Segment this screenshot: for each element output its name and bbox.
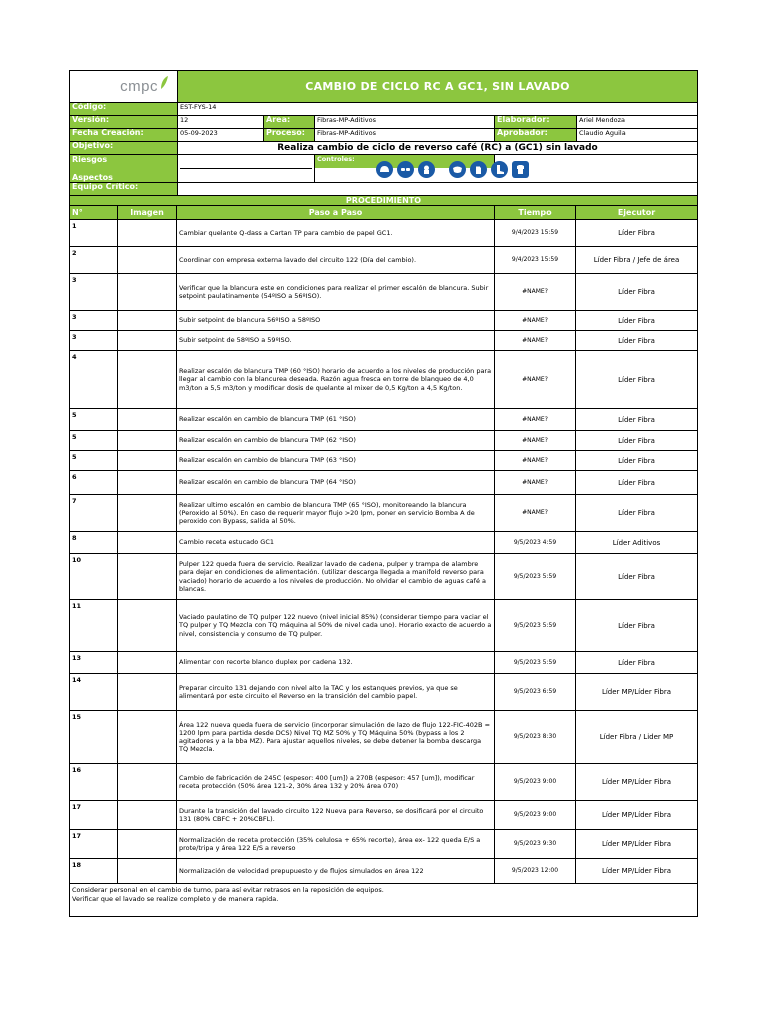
equipo-row xyxy=(70,183,697,196)
step-number: 15 xyxy=(70,711,118,763)
ppe-icons xyxy=(375,161,529,178)
step-executor: Líder MP/Líder Fibra xyxy=(601,811,672,819)
table-row xyxy=(70,711,697,764)
step-time: 9/5/2023 9:00 xyxy=(495,764,576,800)
step-time: #NAME? xyxy=(495,451,576,470)
logo-text: cmpc xyxy=(120,77,158,95)
codigo-row xyxy=(70,103,697,116)
step-number: 7 xyxy=(70,495,118,531)
step-executor: Líder Fibra / Jefe de área xyxy=(593,256,680,264)
table-row xyxy=(70,495,697,532)
sheet-header xyxy=(70,71,697,103)
riesgos-value xyxy=(178,155,315,182)
col-tiempo-header: Tiempo xyxy=(495,206,576,219)
controles-area xyxy=(315,155,697,182)
step-number: 14 xyxy=(70,674,118,710)
step-executor: Líder Fibra xyxy=(618,509,655,517)
step-executor: Líder Fibra xyxy=(618,229,655,237)
note-line-1: Considerar personal en el cambio de turno, para así evitar retrasos en la reposición de equipos. xyxy=(72,886,384,894)
step-image xyxy=(118,495,177,531)
step-image xyxy=(118,674,177,710)
equipo-value xyxy=(178,183,697,195)
fecha-value: 05-09-2023 xyxy=(178,129,264,141)
step-image xyxy=(118,247,177,273)
table-row xyxy=(70,830,697,859)
step-description: Realizar escalón en cambio de blancura TMP (63 °ISO) xyxy=(177,451,495,470)
objetivo-row xyxy=(70,142,697,155)
step-executor: Líder Fibra xyxy=(618,572,655,581)
step-time: 9/5/2023 9:00 xyxy=(495,801,576,829)
step-image xyxy=(118,331,177,350)
step-number: 5 xyxy=(70,451,118,470)
step-time: #NAME? xyxy=(495,351,576,408)
table-row xyxy=(70,554,697,600)
riesgos-label: Riesgos xyxy=(72,155,108,164)
step-description: Normalización de velocidad prepupuesto y de flujos simulados en área 122 xyxy=(177,859,495,883)
step-executor: Líder MP/Líder Fibra xyxy=(601,688,672,696)
step-time: #NAME? xyxy=(495,331,576,350)
col-n-header: N° xyxy=(70,206,118,219)
step-executor: Líder Fibra / Lider MP xyxy=(599,733,674,741)
step-number: 10 xyxy=(70,554,118,599)
table-row xyxy=(70,247,697,274)
step-executor: Líder Fibra xyxy=(618,456,655,465)
step-description: Coordinar con empresa externa lavado del circuito 122 (Día del cambio). xyxy=(177,247,495,273)
table-row xyxy=(70,532,697,554)
codigo-label: Código: xyxy=(70,103,178,115)
step-executor: Líder MP/Líder Fibra xyxy=(601,840,672,848)
step-description: Pulper 122 queda fuera de servicio. Realizar lavado de cadena, pulper y trampa de alambre para dejar en condiciones de alimentación. (utilizar descarga llegada a manifold reverso para vaciado) horario de acuerdo a los niveles de producción. No olvidar el cambio de aguas café a blancas. xyxy=(177,554,495,599)
notes xyxy=(70,884,697,916)
step-number: 13 xyxy=(70,652,118,673)
step-executor: Líder Fibra xyxy=(618,288,655,296)
step-image xyxy=(118,764,177,800)
step-image xyxy=(118,274,177,310)
step-image xyxy=(118,220,177,246)
step-number: 1 xyxy=(70,220,118,246)
mask-icon xyxy=(449,161,466,178)
elaborador-value: Ariel Mendoza xyxy=(579,116,626,124)
step-image xyxy=(118,351,177,408)
step-time: 9/5/2023 5:59 xyxy=(495,600,576,651)
procedure-column-headers xyxy=(70,206,697,220)
step-description: Cambio de fabricación de 245C (espesor: 400 [um]) a 270B (espesor: 457 [um]), modificar receta protección (50% área 121-2, 30% área 132 y 20% área 070) xyxy=(177,764,495,800)
company-logo xyxy=(70,71,178,102)
fecha-row xyxy=(70,129,697,142)
aprobador-label: Aprobador: xyxy=(495,129,577,141)
step-time: #NAME? xyxy=(495,495,576,531)
step-executor: Líder Fibra xyxy=(618,436,655,445)
table-row xyxy=(70,351,697,409)
steps-table xyxy=(70,220,697,884)
step-image xyxy=(118,801,177,829)
step-description: Vaciado paulatino de TQ pulper 122 nuevo (nivel inicial 85%) (considerar tiempo para vaciar el TQ pulper y TQ Mezcla con TQ máquina al 50% de nivel cada uno). Horario exacto de acuerdo a nivel, consistencia y consumo de TQ pulper. xyxy=(177,600,495,651)
step-description: Área 122 nueva queda fuera de servicio (incorporar simulación de lazo de flujo 122-FIC-402B = 1200 lpm para partida desde DCS) Nivel TQ MZ 50% y TQ Máquina 50% (bypass a los 2 agitadores y a la bba MZ). Para ajustar aquellos niveles, se debe detener la bomba descarga TQ Mezcla. xyxy=(177,711,495,763)
objetivo-label: Objetivo: xyxy=(70,142,178,154)
step-description: Subir setpoint de 58ºISO a 59ºISO. xyxy=(177,331,495,350)
step-number: 16 xyxy=(70,764,118,800)
codigo-value: EST-FYS-14 xyxy=(180,103,217,111)
step-image xyxy=(118,830,177,858)
table-row xyxy=(70,859,697,884)
aprobador-value: Claudio Aguila xyxy=(579,129,626,137)
step-description: Alimentar con recorte blanco duplex por cadena 132. xyxy=(177,652,495,673)
ear-protection-icon xyxy=(418,161,435,178)
step-number: 6 xyxy=(70,471,118,494)
table-row xyxy=(70,801,697,830)
step-executor: Líder MP/Líder Fibra xyxy=(601,778,672,786)
step-image xyxy=(118,652,177,673)
step-number: 8 xyxy=(70,532,118,553)
step-number: 3 xyxy=(70,311,118,330)
step-number: 3 xyxy=(70,331,118,350)
step-time: #NAME? xyxy=(495,311,576,330)
procedure-sheet xyxy=(69,70,698,917)
step-description: Realizar escalón en cambio de blancura TMP (64 °ISO) xyxy=(177,471,495,494)
col-imagen-header: Imagen xyxy=(118,206,177,219)
step-description: Subir setpoint de blancura 56ºISO a 58ºISO xyxy=(177,311,495,330)
clothing-icon xyxy=(512,161,529,178)
step-image xyxy=(118,471,177,494)
step-number: 11 xyxy=(70,600,118,651)
step-number: 17 xyxy=(70,801,118,829)
col-paso-header: Paso a Paso xyxy=(177,206,495,219)
step-image xyxy=(118,311,177,330)
step-executor: Líder Fibra xyxy=(618,415,655,424)
procedure-title: PROCEDIMIENTO xyxy=(70,196,697,206)
step-description: Durante la transición del lavado circuito 122 Nueva para Reverso, se dosificará por el circuito 131 (80% CBFC + 20%CBFL). xyxy=(177,801,495,829)
step-time: 9/5/2023 9:30 xyxy=(495,830,576,858)
step-time: #NAME? xyxy=(495,409,576,430)
step-time: 9/5/2023 5:59 xyxy=(495,652,576,673)
fecha-label: Fecha Creación: xyxy=(70,129,178,141)
step-time: #NAME? xyxy=(495,274,576,310)
step-number: 2 xyxy=(70,247,118,273)
step-image xyxy=(118,451,177,470)
step-description: Realizar escalón en cambio de blancura TMP (62 °ISO) xyxy=(177,431,495,450)
area-value: Fibras-MP-Aditivos xyxy=(315,116,495,128)
step-number: 17 xyxy=(70,830,118,858)
table-row xyxy=(70,409,697,431)
col-ejecutor-header: Ejecutor xyxy=(617,207,656,217)
proceso-value: Fibras-MP-Aditivos xyxy=(315,129,495,141)
step-executor: Líder Fibra xyxy=(618,478,655,487)
equipo-label: Equipo Crítico: xyxy=(70,183,178,195)
elaborador-label: Elaborador: xyxy=(495,116,577,128)
boots-icon xyxy=(491,161,508,178)
table-row xyxy=(70,764,697,801)
step-description: Preparar circuito 131 dejando con nivel alto la TAC y los estanques previos, ya que se alimentará por este circuito el Reverso en la transición del cambio papel. xyxy=(177,674,495,710)
note-line-2: Verificar que el lavado se realize completo y de manera rapida. xyxy=(72,894,279,903)
aspectos-label: Aspectos xyxy=(72,173,113,182)
document-title: CAMBIO DE CICLO RC A GC1, SIN LAVADO xyxy=(178,71,697,102)
step-description: Cambio receta estucado GC1 xyxy=(177,532,495,553)
table-row xyxy=(70,600,697,652)
step-executor: Líder Fibra xyxy=(618,658,655,667)
step-executor: Líder Fibra xyxy=(618,621,655,630)
step-image xyxy=(118,600,177,651)
controles-label: Controles: xyxy=(315,155,495,168)
step-image xyxy=(118,532,177,553)
area-label: Área: xyxy=(264,116,315,128)
step-time: 9/5/2023 12:00 xyxy=(495,859,576,883)
helmet-icon xyxy=(376,161,393,178)
table-row xyxy=(70,451,697,471)
step-description: Normalización de receta protección (35% celulosa + 65% recorte), área ex- 122 queda E/S a prote/tripa y área 122 E/S a reverso xyxy=(177,830,495,858)
step-image xyxy=(118,554,177,599)
step-description: Verificar que la blancura este en condiciones para realizar el primer escalón de blancura. Subir setpoint paulatinamente (54ºISO a 56ºISO). xyxy=(177,274,495,310)
step-number: 3 xyxy=(70,274,118,310)
version-row xyxy=(70,116,697,129)
leaf-icon xyxy=(159,75,169,91)
gloves-icon xyxy=(470,161,487,178)
step-time: 9/5/2023 6:59 xyxy=(495,674,576,710)
step-time: 9/5/2023 4:59 xyxy=(495,532,576,553)
step-time: #NAME? xyxy=(495,471,576,494)
step-image xyxy=(118,859,177,883)
step-image xyxy=(118,409,177,430)
step-time: 9/5/2023 8:30 xyxy=(495,711,576,763)
riesgos-aspectos-label xyxy=(70,155,178,182)
table-row xyxy=(70,471,697,495)
version-label: Versión: xyxy=(70,116,178,128)
table-row xyxy=(70,674,697,711)
objetivo-value: Realiza cambio de ciclo de reverso café (RC) a (GC1) sin lavado xyxy=(277,143,598,153)
step-time: 9/4/2023 15:59 xyxy=(495,247,576,273)
step-description: Cambiar quelante Q-dass a Cartan TP para cambio de papel GC1. xyxy=(177,220,495,246)
goggles-icon xyxy=(397,161,414,178)
step-description: Realizar escalón de blancura TMP (60 °ISO) horario de acuerdo a los niveles de producción para llegar al cambio con la blancurea deseada. Razón agua fresca en torre de blanqueo de 4,0 m3/ton a 5,5 m3/ton y modificar dosis de quelante al mixer de 0,5 Kg/ton a 4,5 Kg/ton. xyxy=(177,351,495,408)
version-value: 12 xyxy=(178,116,264,128)
step-number: 5 xyxy=(70,431,118,450)
step-time: 9/5/2023 5:59 xyxy=(495,554,576,599)
step-executor: Líder Fibra xyxy=(618,336,655,345)
table-row xyxy=(70,274,697,311)
step-image xyxy=(118,431,177,450)
proceso-label: Proceso: xyxy=(264,129,315,141)
table-row xyxy=(70,431,697,451)
step-description: Realizar ultimo escalón en cambio de blancura TMP (65 °ISO), monitoreando la blancura (Peroxido al 50%). En caso de requerir mayor flujo >20 lpm, poner en servicio Bomba A de peroxido con Bypass, salida al 50%. xyxy=(177,495,495,531)
step-image xyxy=(118,711,177,763)
table-row xyxy=(70,311,697,331)
step-executor: Líder Fibra xyxy=(618,316,655,325)
step-number: 5 xyxy=(70,409,118,430)
table-row xyxy=(70,331,697,351)
step-time: 9/4/2023 15:59 xyxy=(495,220,576,246)
riesgos-aspectos-row xyxy=(70,155,697,183)
table-row xyxy=(70,220,697,247)
step-description: Realizar escalón en cambio de blancura TMP (61 °ISO) xyxy=(177,409,495,430)
step-executor: Líder Aditivos xyxy=(612,538,661,547)
step-number: 4 xyxy=(70,351,118,408)
step-time: #NAME? xyxy=(495,431,576,450)
step-executor: Líder MP/Líder Fibra xyxy=(601,867,672,875)
table-row xyxy=(70,652,697,674)
step-number: 18 xyxy=(70,859,118,883)
step-executor: Líder Fibra xyxy=(618,375,655,384)
